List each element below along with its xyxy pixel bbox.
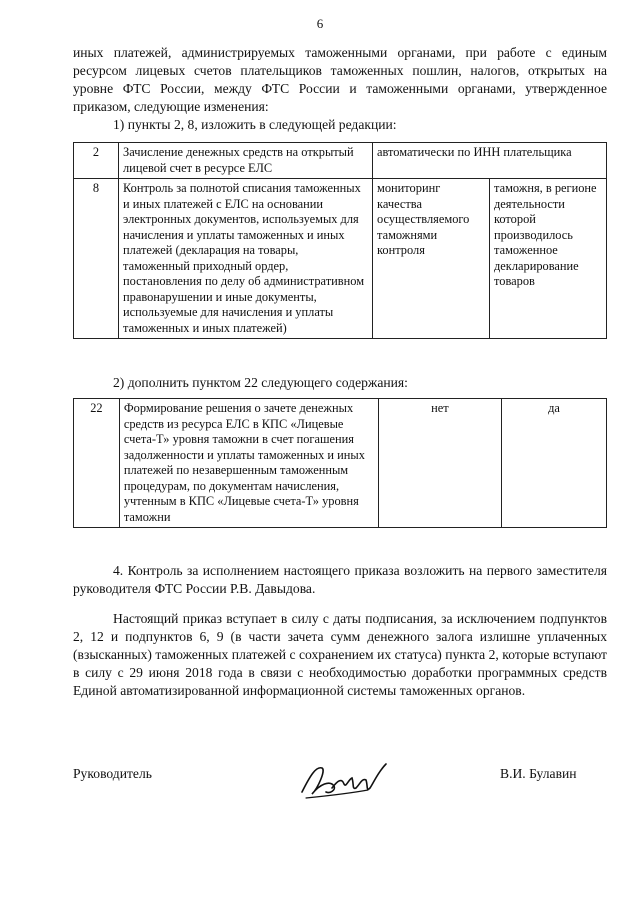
- paragraph-4: 4. Контроль за исполнением настоящего приказа возложить на первого заместителя руководителя ФТС России Р.В. Давыдова.: [73, 563, 607, 596]
- row-col3: нет: [378, 399, 501, 528]
- intro-paragraph: иных платежей, администрируемых таможенными органами, при работе с единым ресурсом лицевых счетов плательщиков таможенных пошлин, налогов, открытых на уровне ФТС России, между ФТС России и таможенными органами, утвержденное приказом, следующие изменения:: [73, 45, 607, 114]
- table-item-22: [73, 398, 607, 528]
- table-items-2-8: [73, 142, 607, 339]
- item2-heading: 2) дополнить пунктом 22 следующего содержания:: [113, 375, 408, 390]
- paragraph-effective-date: Настоящий приказ вступает в силу с даты подписания, за исключением подпунктов 2, 12 и подпунктов 6, 9 (в части зачета сумм денежного залога излишне уплаченных (взысканных) таможенных платежей с сохранением их статуса) пункта 2, которые вступают в силу с 29 июня 2018 года в связи с необходимостью доработки программных средств Единой автоматизированной информационной системы таможенных органов.: [73, 611, 607, 698]
- table-row: [74, 179, 607, 339]
- row-col4: таможня, в регионе деятельности которой производилось таможенное декларирование товаров: [490, 179, 607, 339]
- row-description: Зачисление денежных средств на открытый лицевой счет в ресурсе ЕЛС: [119, 143, 373, 179]
- row-col3: мониторинг качества осуществляемого таможнями контроля: [373, 179, 490, 339]
- table-row: [74, 399, 607, 528]
- row-number: 2: [74, 143, 119, 179]
- page-number: 6: [316, 16, 324, 31]
- row-number: 8: [74, 179, 119, 339]
- handwritten-signature: [296, 758, 396, 804]
- signatory-position: Руководитель: [73, 766, 152, 781]
- table-row: [74, 143, 607, 179]
- signatory-name: В.И. Булавин: [500, 766, 577, 781]
- row-description: Формирование решения о зачете денежных средств из ресурса ЕЛС в КПС «Лицевые счета-Т» уровня таможни в счет погашения задолженности и уплаты таможенных и иных платежей по незавершенным таможенным процедурам, по документам начисления, учтенным в КПС «Лицевые счета-Т» уровня таможни: [119, 399, 378, 528]
- row-merged-value: автоматически по ИНН плательщика: [373, 143, 607, 179]
- row-description: Контроль за полнотой списания таможенных и иных платежей с ЕЛС на основании электронных документов, используемых для начисления и уплаты таможенных и иных платежей (декларация на товары, таможенный приходный ордер, постановления по делу об административном правонарушении и иные документы, используемые для начисления и уплаты таможенных и иных платежей): [119, 179, 373, 339]
- row-col4: да: [502, 399, 607, 528]
- item1-heading: 1) пункты 2, 8, изложить в следующей редакции:: [113, 117, 397, 132]
- row-number: 22: [74, 399, 120, 528]
